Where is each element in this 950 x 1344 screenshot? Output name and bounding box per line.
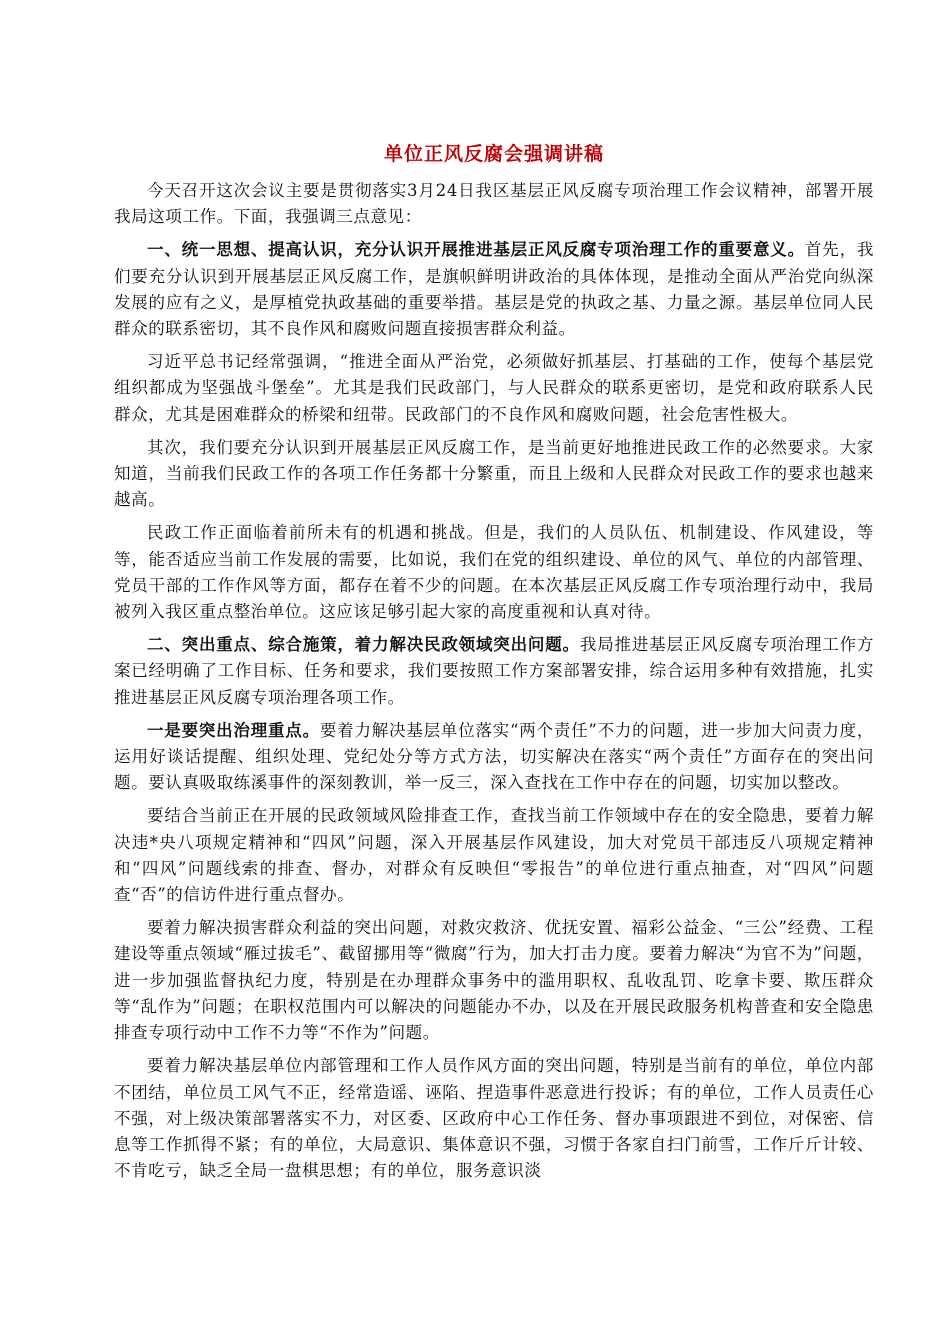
paragraph-text: 要结合当前正在开展的民政领域风险排查工作，查找当前工作领域中存在的安全隐患，要着力解决违*央八项规定精神和“四风”问题，深入开展基层作风建设，加大对党员干部违反八项规定精神和“四风”问题线索的排查、督办，对群众有反映但“零报告”的单位进行重点抽查，对“四风”问题查“否”的信访件进行重点督办。	[114, 806, 874, 905]
paragraph-heading: 二、突出重点、综合施策，着力解决民政领域突出问题。	[147, 635, 580, 655]
paragraph-text: 其次，我们要充分认识到开展基层正风反腐工作，是当前更好地推进民政工作的必然要求。大家知道，当前我们民政工作的各项工作任务都十分繁重，而且上级和人民群众对民政工作的要求也越来越高。	[114, 437, 874, 510]
document-page	[114, 140, 874, 1191]
paragraph-text: 习近平总书记经常强调，“推进全面从严治党，必须做好抓基层、打基础的工作，使每个基层党组织都成为坚强战斗堡垒”。尤其是我们民政部门，与人民群众的联系更密切，是党和政府联系人民群众，尤其是困难群众的桥梁和纽带。民政部门的不良作风和腐败问题，社会危害性极大。	[114, 352, 874, 424]
paragraph-heading: 一、统一思想、提高认识，充分认识开展推进基层正风反腐专项治理工作的重要意义。	[147, 240, 805, 260]
paragraph	[114, 632, 874, 711]
paragraph	[114, 915, 874, 1046]
paragraph-text: 民政工作正面临着前所未有的机遇和挑战。但是，我们的人员队伍、机制建设、作风建设，等等，能否适应当前工作发展的需要，比如说，我们在党的组织建设、单位的风气、单位的内部管理、党员干部的工作作风等方面，都存在着不少的问题。在本次基层正风反腐工作专项治理行动中，我局被列入我区重点整治单位。这应该足够引起大家的高度重视和认真对待。	[114, 523, 874, 622]
paragraph	[114, 349, 874, 428]
paragraph-heading: 一是要突出治理重点。	[147, 720, 320, 740]
paragraph-text: 要着力解决损害群众利益的突出问题，对救灾救济、优抚安置、福彩公益金、“三公”经费、工程建设等重点领域“雁过拔毛”、截留挪用等“微腐”行为，加大打击力度。要着力解决“为官不为”问题，进一步加强监督执纪力度，特别是在办理群众事务中的滥用职权、乱收乱罚、吃拿卡要、欺压群众等“乱作为”问题；在职权范围内可以解决的问题能办不办，以及在开展民政服务机构普查和安全隐患排查专项行动中工作不力等“不作为”问题。	[114, 918, 874, 1043]
paragraph-text: 要着力解决基层单位内部管理和工作人员作风方面的突出问题，特别是当前有的单位，单位内部不团结，单位员工风气不正，经常造谣、诬陷、捏造事件恶意进行投诉；有的单位，工作人员责任心不强，对上级决策部署落实不力，对区委、区政府中心工作任务、督办事项跟进不到位，对保密、信息等工作抓得不紧；有的单位，大局意识、集体意识不强，习惯于各家自扫门前雪，工作斤斤计较、不肯吃亏，缺乏全局一盘棋思想；有的单位，服务意识淡	[114, 1056, 874, 1181]
paragraph	[114, 803, 874, 908]
paragraph-text: 首先，我们要充分认识到开展基层正风反腐工作，是旗帜鲜明讲政治的具体体现，是推动全面从严治党向纵深发展的应有之义，是厚植党执政基础的重要举措。基层是党的执政之基、力量之源。基层单位同人民群众的联系密切，其不良作风和腐败问题直接损害群众利益。	[114, 240, 874, 339]
paragraph	[114, 237, 874, 342]
paragraph-text: 今天召开这次会议主要是贯彻落实3月24日我区基层正风反腐专项治理工作会议精神，部署开展我局这项工作。下面，我强调三点意见：	[114, 181, 874, 227]
paragraph	[114, 435, 874, 514]
paragraph-text: 要着力解决基层单位落实“两个责任”不力的问题，进一步加大问责力度，运用好谈话提醒、组织处理、党纪处分等方式方法，切实解决在落实“两个责任”方面存在的突出问题。要认真吸取练溪事件的深刻教训，举一反三，深入查找在工作中存在的问题，切实加以整改。	[114, 720, 875, 793]
paragraph	[114, 178, 874, 230]
paragraph	[114, 1053, 874, 1184]
paragraph	[114, 520, 874, 625]
paragraph	[114, 718, 874, 797]
document-title: 单位正风反腐会强调讲稿	[383, 143, 604, 165]
paragraph-text: 我局推进基层正风反腐专项治理工作方案已经明确了工作目标、任务和要求，我们要按照工作方案部署安排，综合运用多种有效措施，扎实推进基层正风反腐专项治理各项工作。	[114, 635, 875, 707]
